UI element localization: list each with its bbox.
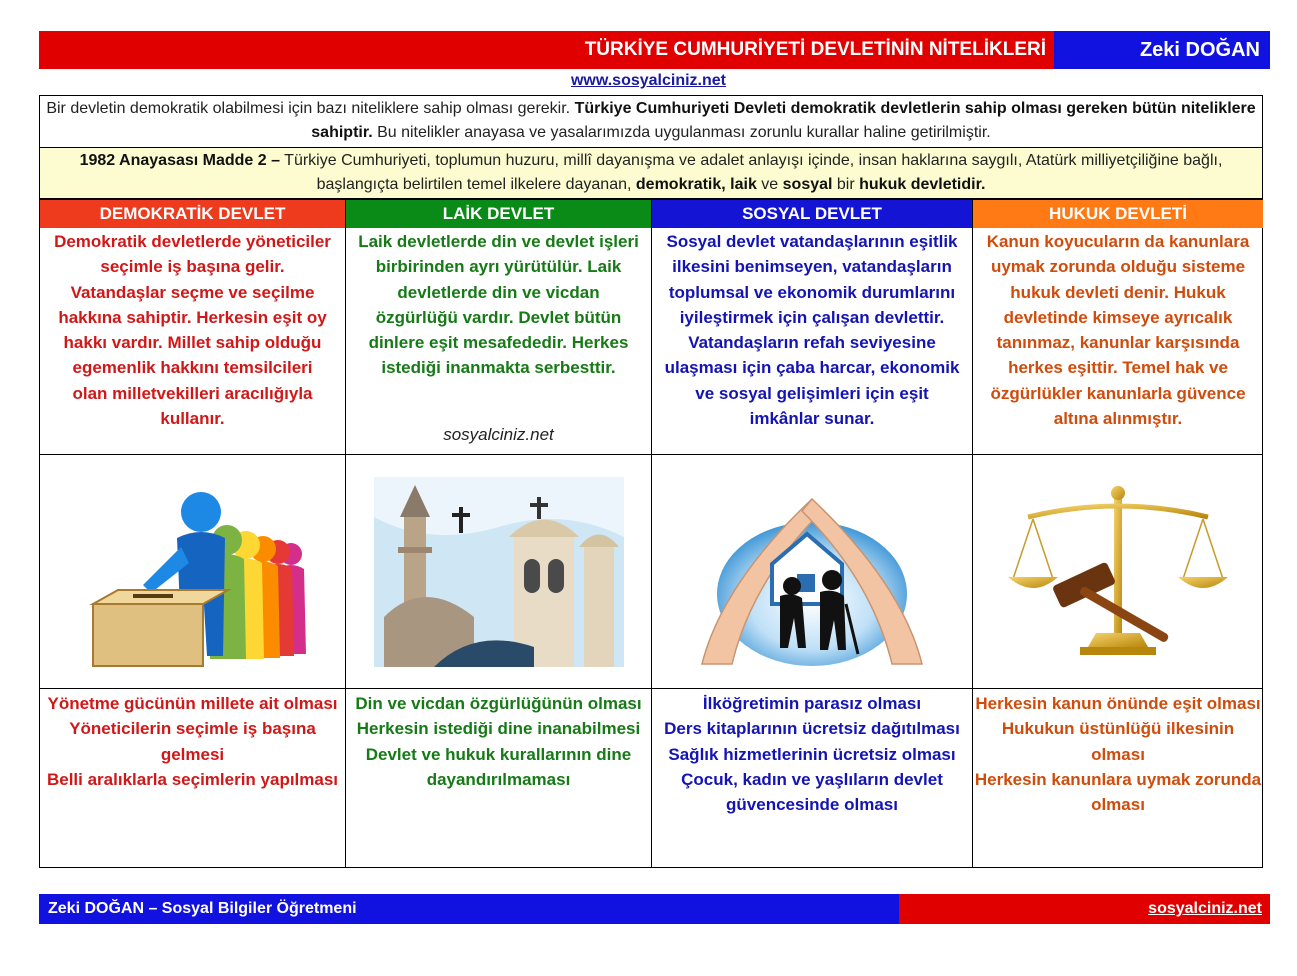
scales-gavel-icon bbox=[973, 455, 1263, 689]
column-social bbox=[652, 200, 973, 867]
column-header: DEMOKRATİK DEVLET bbox=[40, 200, 345, 228]
article-text: Türkiye Cumhuriyeti, toplumun huzuru, millî dayanışma ve adalet anlayışı içinde, insan haklarına saygılı, Atatürk milliyetçiliğine bağlı, başlangıçta belirtilen temel ilkelere dayanan, bbox=[280, 152, 1223, 193]
column-items bbox=[346, 689, 651, 792]
column-items bbox=[973, 689, 1263, 817]
column-description-text: Laik devletlerde din ve devlet işleri birbirinden ayrı yürütülür. Laik devletlerde din ve vicdan özgürlüğü vardır. Devlet bütün dinlere eşit mesafededir. Herkes istediği inanmakta serbesttir. bbox=[358, 232, 639, 378]
list-item: Herkesin kanunlara uymak zorunda olması bbox=[974, 769, 1262, 815]
list-item: Din ve vicdan özgürlüğünün olması bbox=[355, 694, 642, 713]
article-label: 1982 Anayasası Madde 2 – bbox=[79, 152, 281, 169]
column-description: Demokratik devletlerde yöneticiler seçimle iş başına gelir. Vatandaşlar seçme ve seçilme hakkına sahiptir. Herkesin eşit oy hakkı vardır. Millet sahip olduğu egemenlik hakkını temsilcileri olan milletvekilleri aracılığıyla kullanır. bbox=[40, 228, 345, 455]
column-rule-of-law bbox=[973, 200, 1263, 867]
intro-paragraph bbox=[39, 95, 1263, 148]
page-title: TÜRKİYE CUMHURİYETİ DEVLETİNİN NİTELİKLERİ bbox=[39, 31, 1054, 69]
intro-text-end: Bu nitelikler anayasa ve yasalarımızda uygulanması zorunlu kurallar haline getirilmiştir. bbox=[372, 124, 991, 141]
article-keyword: sosyal bbox=[782, 176, 833, 193]
column-description: Sosyal devlet vatandaşlarının eşitlik ilkesini benimseyen, vatandaşların toplumsal ve ekonomik durumlarını iyileştirmek için çalışan devlettir. Vatandaşların refah seviyesine ulaşması için çaba harcar, ekonomik ve sosyal gelişimleri için eşit imkânlar sunar. bbox=[652, 228, 972, 455]
list-item: Herkesin istediği dine inanabilmesi bbox=[356, 719, 641, 739]
column-secular bbox=[346, 200, 652, 867]
column-democratic bbox=[40, 200, 346, 867]
constitution-article bbox=[39, 147, 1263, 199]
author-name: Zeki DOĞAN bbox=[1054, 31, 1270, 69]
mosque-church-icon bbox=[346, 455, 651, 689]
qualities-table bbox=[39, 199, 1263, 868]
article-keyword: hukuk devletidir. bbox=[859, 176, 986, 193]
column-description: Kanun koyucuların da kanunlara uymak zorunda olduğu sisteme hukuk devleti denir. Hukuk devletinde kimseye ayrıcalık tanınmaz, kanunlar karşısında herkes eşittir. Temel hak ve özgürlükler kanunlarla güvence altına alınmıştır. bbox=[973, 228, 1263, 455]
footer-author: Zeki DOĞAN – Sosyal Bilgiler Öğretmeni bbox=[39, 894, 899, 924]
column-items bbox=[652, 689, 972, 817]
intro-bold-text: Türkiye Cumhuriyeti Devleti demokratik devletlerin sahip olması gereken bütün niteliklere sahiptir. bbox=[311, 100, 1256, 141]
intro-text: Bir devletin demokratik olabilmesi için bazı niteliklere sahip olması gerekir. bbox=[46, 100, 575, 117]
header-bar bbox=[39, 31, 1270, 69]
list-item: Sağlık hizmetlerinin ücretsiz olması bbox=[668, 744, 956, 764]
list-item: Yönetme gücünün millete ait olması bbox=[47, 694, 338, 713]
column-header: LAİK DEVLET bbox=[346, 200, 651, 228]
list-item: Herkesin kanun önünde eşit olması bbox=[975, 694, 1261, 713]
list-item: Hukukun üstünlüğü ilkesinin olması bbox=[1001, 719, 1235, 764]
list-item: Belli aralıklarla seçimlerin yapılması bbox=[46, 769, 339, 789]
column-header: SOSYAL DEVLET bbox=[652, 200, 972, 228]
footer-bar bbox=[39, 894, 1270, 924]
list-item: Ders kitaplarının ücretsiz dağıtılması bbox=[664, 719, 960, 739]
footer-website-link[interactable]: sosyalciniz.net bbox=[899, 894, 1270, 924]
article-connector: ve bbox=[756, 176, 783, 193]
article-keyword: demokratik, laik bbox=[635, 176, 757, 193]
list-item: Yöneticilerin seçimle iş başına gelmesi bbox=[69, 719, 316, 764]
column-header: HUKUK DEVLETİ bbox=[973, 200, 1263, 228]
column-description bbox=[346, 228, 651, 455]
watermark-text: sosyalciniz.net bbox=[443, 425, 554, 444]
list-item: Devlet ve hukuk kurallarının dine dayandırılmaması bbox=[365, 744, 632, 789]
list-item: Çocuk, kadın ve yaşlıların devlet güvencesinde olması bbox=[681, 769, 943, 815]
website-link[interactable]: www.sosyalciniz.net bbox=[570, 72, 726, 89]
ballot-box-voters-icon bbox=[40, 455, 345, 689]
protecting-hands-elderly-icon bbox=[652, 455, 972, 689]
list-item: İlköğretimin parasız olması bbox=[702, 694, 922, 713]
column-items bbox=[40, 689, 345, 792]
article-connector: bir bbox=[832, 176, 860, 193]
